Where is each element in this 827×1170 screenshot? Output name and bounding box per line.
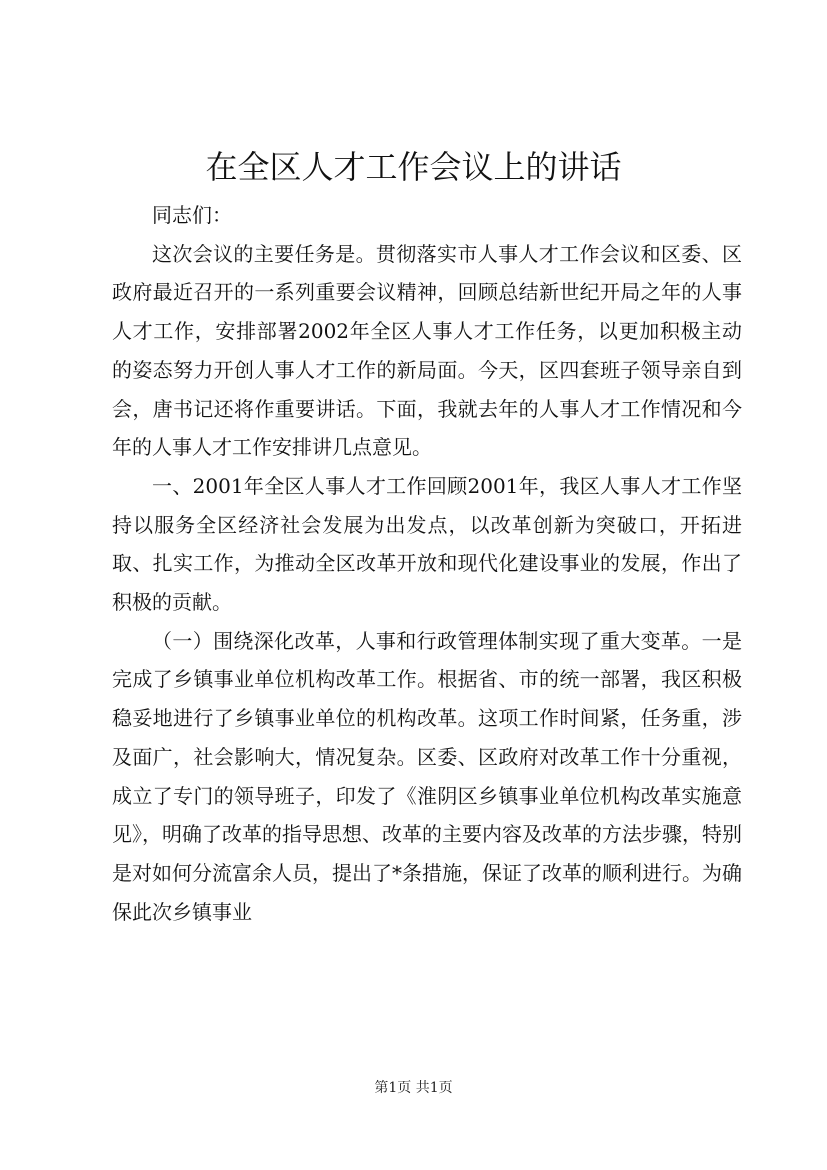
review-paragraph: 一、2001年全区人事人才工作回顾2001年，我区人事人才工作坚持以服务全区经济社会发展为出发点，以改革创新为突破口，开拓进取、扎实工作，为推动全区改革开放和现代化建设事业的发展，作出了积极的贡献。	[112, 473, 742, 615]
intro-paragraph: 这次会议的主要任务是。贯彻落实市人事人才工作会议和区委、区政府最近召开的一系列重要会议精神，回顾总结新世纪开局之年的人事人才工作，安排部署2002年全区人事人才工作任务，以更加积极主动的姿态努力开创人事人才工作的新局面。今天，区四套班子领导亲自到会，唐书记还将作重要讲话。下面，我就去年的人事人才工作情况和今年的人事人才工作安排讲几点意见。	[112, 241, 742, 460]
document-title: 在全区人才工作会议上的讲话	[205, 148, 622, 186]
reform-paragraph: （一）围绕深化改革，人事和行政管理体制实现了重大变革。一是完成了乡镇事业单位机构改革工作。根据省、市的统一部署，我区积极稳妥地进行了乡镇事业单位的机构改革。这项工作时间紧，任务重，涉及面广，社会影响大，情况复杂。区委、区政府对改革工作十分重视，成立了专门的领导班子，印发了《淮阴区乡镇事业单位机构改革实施意见》，明确了改革的指导思想、改革的主要内容及改革的方法步骤，特别是对如何分流富余人员，提出了*条措施，保证了改革的顺利进行。为确保此次乡镇事业	[112, 628, 742, 924]
salutation-paragraph: 同志们：	[152, 203, 232, 227]
document-body	[112, 196, 742, 931]
page-footer: 第1页 共1页	[374, 1080, 453, 1096]
